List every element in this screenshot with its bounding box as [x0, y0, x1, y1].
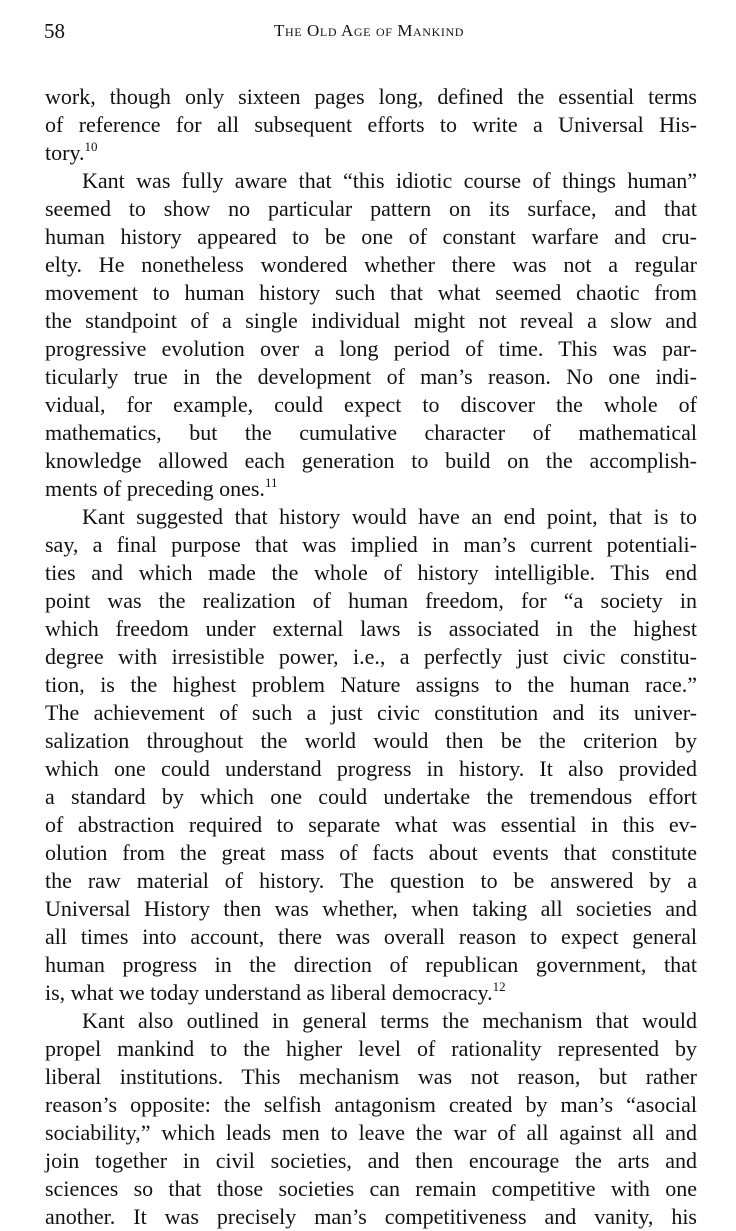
- page-number: 58: [44, 19, 65, 43]
- text-line: movement to human history such that what seemed chaotic from: [45, 280, 697, 305]
- text-line: say, a final purpose that was implied in man’s current potentiali-: [45, 532, 697, 557]
- text-line: knowledge allowed each generation to build on the accomplish-: [45, 448, 697, 473]
- text-line: join together in civil societies, and then encourage the arts and: [45, 1148, 697, 1173]
- text-line: which freedom under external laws is associated in the highest: [45, 616, 697, 641]
- text-line: olution from the great mass of facts about events that constitute: [45, 840, 697, 865]
- text-line: mathematics, but the cumulative character of mathematical: [45, 420, 697, 445]
- text-line: the standpoint of a single individual might not reveal a slow and: [45, 308, 697, 333]
- text-line: Universal History then was whether, when taking all societies and: [45, 896, 697, 921]
- text-line: seemed to show no particular pattern on its surface, and that: [45, 196, 697, 221]
- text-line: liberal institutions. This mechanism was not reason, but rather: [45, 1064, 697, 1089]
- text-line: ties and which made the whole of history intelligible. This end: [45, 560, 697, 585]
- text-line: degree with irresistible power, i.e., a perfectly just civic constitu-: [45, 644, 697, 669]
- text-line: human progress in the direction of republican government, that: [45, 952, 697, 977]
- text-line: work, though only sixteen pages long, defined the essential terms: [45, 84, 697, 109]
- text-line: is, what we today understand as liberal democracy.$^{12}$: [45, 979, 506, 1005]
- footnote-marker: 12: [492, 979, 506, 994]
- footnote-marker: 11: [264, 475, 278, 490]
- text-line: elty. He nonetheless wondered whether there was not a regular: [45, 252, 697, 277]
- text-line: another. It was precisely man’s competitiveness and vanity, his: [45, 1204, 697, 1229]
- text-line: tion, is the highest problem Nature assigns to the human race.”: [45, 672, 697, 697]
- text-line: point was the realization of human freedom, for “a society in: [45, 588, 697, 613]
- text-line: Kant was fully aware that “this idiotic course of things human”: [82, 168, 697, 193]
- text-line: a standard by which one could undertake the tremendous effort: [45, 784, 697, 809]
- text-line: of abstraction required to separate what was essential in this ev-: [45, 812, 697, 837]
- text-line: Kant also outlined in general terms the mechanism that would: [82, 1008, 697, 1033]
- text-line: salization throughout the world would then be the criterion by: [45, 728, 697, 753]
- body-text: [45, 83, 697, 1231]
- text-line: of reference for all subsequent efforts to write a Universal His-: [45, 112, 697, 137]
- text-line: sociability,” which leads men to leave the war of all against all and: [45, 1120, 697, 1145]
- text-line: reason’s opposite: the selfish antagonism created by man’s “asocial: [45, 1092, 697, 1117]
- text-line: Kant suggested that history would have an end point, that is to: [82, 504, 697, 529]
- text-line: progressive evolution over a long period of time. This was par-: [45, 336, 697, 361]
- running-head: [44, 16, 694, 46]
- running-title: The Old Age of Mankind: [274, 21, 464, 40]
- text-line: propel mankind to the higher level of rationality represented by: [45, 1036, 697, 1061]
- text-line: which one could understand progress in history. It also provided: [45, 756, 697, 781]
- text-line: vidual, for example, could expect to discover the whole of: [45, 392, 697, 417]
- text-line: The achievement of such a just civic constitution and its univer-: [45, 700, 697, 725]
- text-line: ments of preceding ones.$^{11}$: [45, 475, 278, 501]
- footnote-marker: 10: [84, 139, 98, 154]
- text-line: sciences so that those societies can remain competitive with one: [45, 1176, 697, 1201]
- text-line: human history appeared to be one of constant warfare and cru-: [45, 224, 697, 249]
- text-line: ticularly true in the development of man’s reason. No one indi-: [45, 364, 697, 389]
- text-line: tory.$^{10}$: [45, 139, 98, 165]
- text-line: all times into account, there was overall reason to expect general: [45, 924, 697, 949]
- text-line: the raw material of history. The question to be answered by a: [45, 868, 697, 893]
